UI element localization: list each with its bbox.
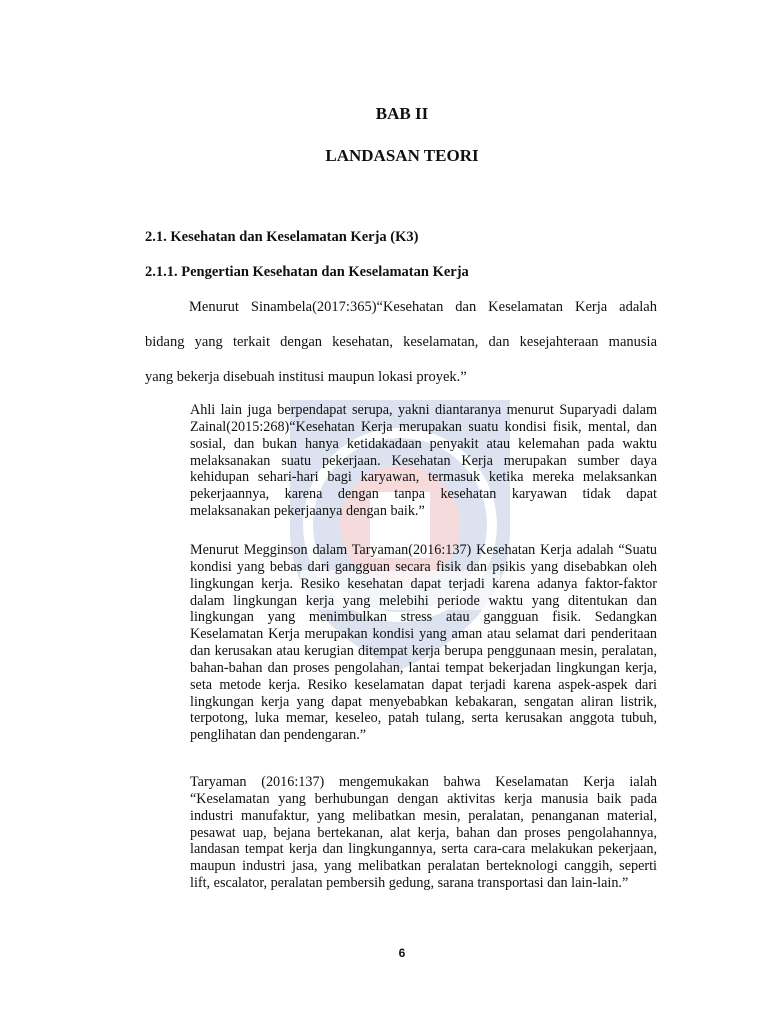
intro-line-1: Menurut Sinambela(2017:365)“Kesehatan dan Keselamatan Kerja adalah xyxy=(189,299,657,315)
section-heading-2-1-1: 2.1.1. Pengertian Kesehatan dan Keselamatan Kerja xyxy=(145,264,469,280)
block-quote-megginson: Menurut Megginson dalam Taryaman(2016:137) Kesehatan Kerja adalah “Suatu kondisi yang bebas dari gangguan secara fisik dan psikis yang disebabkan oleh lingkungan kerja. Resiko kesehatan dapat terjadi karena adanya faktor-faktor dalam lingkungan kerja yang melebihi periode waktu yang ditentukan dan lingkungan yang menimbulkan stress atau gangguan fisik. Sedangkan Keselamatan Kerja merupakan kondisi yang aman atau selamat dari penderitaan dan kerusakan atau kerugian ditempat kerja berupa penggunaan mesin, peralatan, bahan-bahan dan proses pengolahan, lantai tempat bekerjadan lingkungan kerja, seta metode kerja. Resiko keselamatan dapat terjadi karena aspek-aspek dari lingkungan kerja yang dapat menyebabkan kebakaran, sengatan aliran listrik, terpotong, luka memar, keseleo, patah tulang, serta kerusakan anggota tubuh, penglihatan dan pendengaran.” xyxy=(190,542,657,744)
chapter-number: BAB II xyxy=(375,104,429,123)
block-quote-suparyadi: Ahli lain juga berpendapat serupa, yakni diantaranya menurut Suparyadi dalam Zainal(2015:268)“Kesehatan Kerja merupakan suatu kondisi fisik, mental, dan sosial, dan bukan hanya ketidakadaan penyakit atau kelemahan pada waktu melaksanakan suatu pekerjaan. Kesehatan Kerja merupakan sumber daya kehidupan sehari-hari bagi karyawan, termasuk ketika mereka melaksankan pekerjaannya, karena dengan tanpa kesehatan karyawan tidak dapat melaksanakan pekerjaanya dengan baik.” xyxy=(190,402,657,520)
chapter-title: LANDASAN TEORI xyxy=(325,146,479,165)
page-number: 6 xyxy=(398,946,406,960)
block-quote-taryaman: Taryaman (2016:137) mengemukakan bahwa Keselamatan Kerja ialah “Keselamatan yang berhubungan dengan aktivitas kerja manusia baik pada industri manufaktur, yang melibatkan mesin, peralatan, penanganan material, pesawat uap, bejana bertekanan, alat kerja, bahan dan proses pengolahannya, landasan tempat kerja dan lingkungannya, serta cara-cara melakukan pekerjaan, maupun industri jasa, yang melibatkan peralatan berteknologi canggih, seperti lift, escalator, peralatan pembersih gedung, sarana transportasi dan lain-lain.” xyxy=(190,774,657,892)
intro-line-3: yang bekerja disebuah institusi maupun lokasi proyek.” xyxy=(145,369,467,385)
section-heading-2-1: 2.1. Kesehatan dan Keselamatan Kerja (K3) xyxy=(145,229,419,245)
intro-line-2: bidang yang terkait dengan kesehatan, keselamatan, dan kesejahteraan manusia xyxy=(145,334,657,350)
